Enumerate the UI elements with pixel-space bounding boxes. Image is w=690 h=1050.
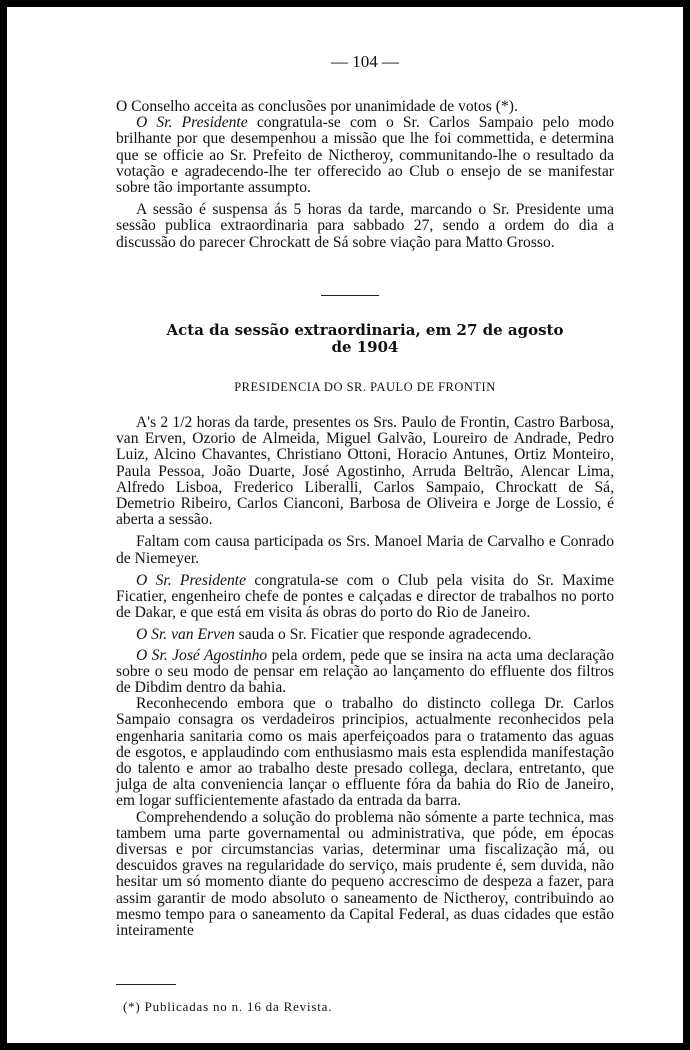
van-erven-paragraph-text: sauda o Sr. Ficatier que responde agradecendo. xyxy=(234,626,532,644)
speaker-jose-agostinho: O Sr. José Agostinho xyxy=(136,646,268,664)
section-heading xyxy=(116,322,614,356)
van-erven-paragraph xyxy=(116,627,614,643)
attendance-paragraph: A's 2 1/2 horas da tarde, presentes os Srs. Paulo de Frontin, Castro Barbosa, van Erven, Ozorio de Almeida, Miguel Galvão, Loureiro de Andrade, Pedro Luiz, Alcino Chavantes, Christiano Ottoni, Horacio Antunes, Ortiz Monteiro, Paula Pessoa, João Duarte, José Agostinho, Arruda Beltrão, Alencar Lima, Alfredo Lisboa, Frederico Liberalli, Carlos Sampaio, Chrockatt de Sá, Demetrio Ribeiro, Carlos Cianconi, Barbosa de Oliveira e Jorge de Lossio, é aberta a sessão. xyxy=(116,414,614,529)
footnote: (*) Publicadas no n. 16 da Revista. xyxy=(123,999,333,1014)
presidency-line xyxy=(116,379,614,395)
president-paragraph-text: congratula-se com o Club pela visita do Sr. Maxime Ficatier, engenheiro chefe de pontes e calçadas e director de trabalhos no porto de Dakar, e que está em visita ás obras do porto do Rio de Janeiro. xyxy=(116,571,614,622)
footnote-rule xyxy=(116,984,176,985)
intro-paragraph-2-text: congratula-se com o Sr. Carlos Sampaio pelo modo brilhante por que desempenhou a missão que lhe foi commettida, e determina que se officie ao Sr. Prefeito de Nictheroy, communitando-lhe o resultado da votação e agradecendo-lhe ter offerecido ao Club o ensejo de se manifestar sobre tão importante assumpto. xyxy=(116,114,614,197)
section-title-line-2: de 1904 xyxy=(331,338,399,356)
speaker-presidente: O Sr. Presidente xyxy=(136,114,248,132)
intro-paragraph-1: O Conselho acceita as conclusões por unanimidade de votos (*). xyxy=(116,98,518,115)
intro-paragraph-3: A sessão é suspensa ás 5 horas da tarde, marcando o Sr. Presidente uma sessão publica extraordinaria para sabbado 27, sendo a ordem do dia a discussão do parecer Chrockatt de Sá sobre viação para Matto Grosso. xyxy=(116,201,614,251)
speaker-presidente-2: O Sr. Presidente xyxy=(136,571,247,589)
absentees-paragraph: Faltam com causa participada os Srs. Manoel Maria de Carvalho e Conrado de Niemeyer. xyxy=(116,533,614,567)
president-paragraph xyxy=(116,573,614,622)
speaker-van-erven: O Sr. van Erven xyxy=(136,626,235,644)
presidency-text: PRESIDENCIA DO SR. PAULO DE FRONTIN xyxy=(234,380,496,394)
minutes-body xyxy=(116,415,614,939)
page xyxy=(7,7,683,1043)
section-divider xyxy=(321,295,379,296)
declaration-paragraph-2: Comprehendendo a solução do problema não sómente a parte technica, mas tambem uma parte governamental ou administrativa, que póde, em épocas diversas e por circumstancias varias, determinar uma fiscalização má, ou descuidos graves na regularidade do serviço, mais prudente é, sem duvida, não hesitar um só momento diante do pequeno accrescimo de despeza a fazer, para assim garantir de modo absoluto o saneamento de Nictheroy, contribuindo ao mesmo tempo para o saneamento da Capital Federal, as duas cidades que estão inteiramente xyxy=(116,808,614,940)
page-number: — 104 — xyxy=(331,52,399,71)
agostinho-paragraph xyxy=(116,648,614,697)
section-title-line-1: Acta da sessão extraordinaria, em 27 de agosto xyxy=(166,321,564,339)
intro-block xyxy=(116,99,614,251)
declaration-paragraph-1: Reconhecendo embora que o trabalho do distincto collega Dr. Carlos Sampaio consagra os verdadeiros principios, actualmente reconhecidos pela engenharia sanitaria como os mais aperfeiçoados para o tratamento das aguas de esgotos, e applaudindo com enthusiasmo mais esta esplendida manifestação do talento e amor ao trabalho deste presado collega, declara, entretanto, que julga de alta conveniencia lançar o effluente fóra da bahia do Rio de Janeiro, em logar sufficientemente afastado da entrada da barra. xyxy=(116,695,614,810)
agostinho-paragraph-text: pela ordem, pede que se insira na acta uma declaração sobre o seu modo de pensar em relação ao lançamento do effluente dos filtros de Dibdim dentro da bahia. xyxy=(116,646,614,697)
intro-paragraph-2 xyxy=(116,115,614,196)
